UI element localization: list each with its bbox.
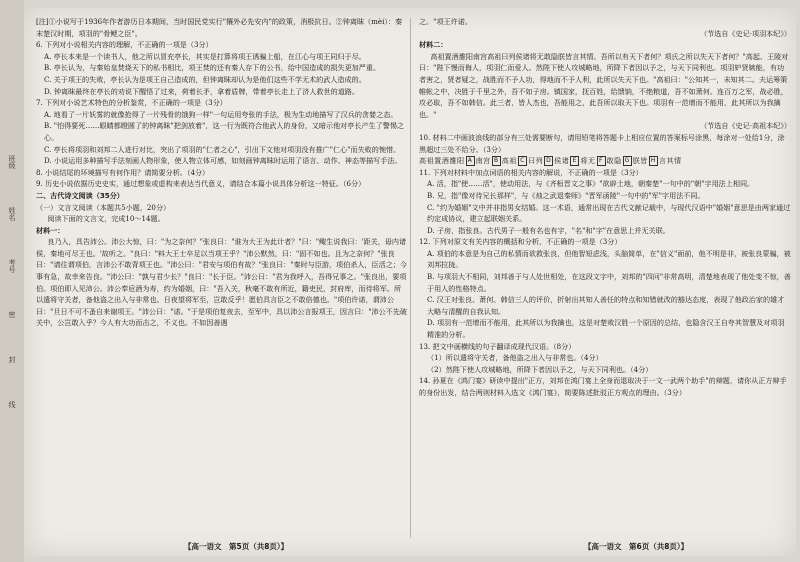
- binding-seal-1: 密: [8, 310, 16, 318]
- punct-seg: 高祖: [501, 156, 517, 166]
- subsection-heading: （一）文言文阅读（本题共5小题，20分）: [36, 202, 171, 212]
- question-11-option-d: D. 子房，指张良。古代男子一般有名也有字，"名"和"字"在意思上并无关联。: [427, 225, 670, 235]
- material-2-source: （节选自《史记·高祖本纪》）: [700, 121, 791, 131]
- question-7: 7. 下列对小说艺术特色的分析鉴赏，不正确的一项是（3分）: [36, 98, 227, 108]
- question-14: 14. 孙夏在《鸿门宴》研读中提出"正方，刘邦在鸿门宴上全身而退取决于一文一武两个助手"的辩题，请你从正方辩手的身份出发，结合两则材料入选文《鸿门宴》，简要陈述批驳正方观点的理由。（3分）: [419, 376, 787, 397]
- question-13-part-2: （2）然陛下使人攻城略地，所降下者因以予之，与天下同利也。（4分）: [427, 364, 653, 374]
- question-8: 8. 小说结尾的环境描写有何作用？请简要分析。（4分）: [36, 167, 210, 177]
- question-6-option-a: A. 亭长本来是一个读书人，他之所以冒充亭长，其实是打算将项王诱骗上船，在江心与项王同归于尽。: [44, 51, 366, 61]
- question-11-option-b: B. 兄，指"像对待兄长那样"，与《烛之武退秦师》"晋军函陵"一句中的"军"字用法不同。: [427, 190, 705, 200]
- section-2-heading: 二、古代诗文阅读（35分）: [36, 190, 124, 200]
- question-11-option-a: A. 活，指"使……活"，使动用法，与《齐桓晋文之事》"欲辟土地，朝秦楚"一句中的"朝"字用法上相同。: [427, 179, 755, 189]
- punctuation-row: [419, 155, 791, 167]
- answer-slot-b[interactable]: B: [492, 156, 501, 166]
- question-12: 12. 下列对原文有关内容的概括和分析，不正确的一项是（3分）: [419, 237, 622, 247]
- page-5-footer: 【高一语文 第5页（共8页）】: [184, 542, 289, 551]
- binding-seal-3: 线: [8, 400, 16, 408]
- question-6-option-d: D. 钟离眜最终在亭长的劝说下醒悟了过来，荷着长矛，拿着盾牌，带着亭长走上了济人救世的道路。: [44, 86, 359, 96]
- punct-prefix: 高祖置酒: [419, 156, 450, 166]
- question-13-part-1: （1）所以遣将守关者，备他盗之出入与非常也。（4分）: [427, 353, 603, 363]
- page-6-column: [419, 16, 791, 536]
- question-12-option-d: D. 项羽有一范增而不能用，此其所以为我擒也，这是对楚败汉胜一个原因的总结，也隐含汉王自夸其智慧及对项羽精准的分析。: [427, 318, 785, 340]
- answer-slot-e[interactable]: E: [570, 156, 579, 166]
- question-11-option-c: C. "约为婚姻"文中并非指男女结婚。这一术语，通常出现在古代文献记载中，与现代汉语中"婚姻"意思是由两家通过约定成协议，建立起联姻关系。: [427, 202, 791, 224]
- question-7-option-c: C. 亭长将项羽和刘邦二人进行对比，突出了项羽的"仁者之心"，引出下文他对项羽没有推广"仁心"而失败的惋惜。: [44, 144, 401, 154]
- question-11: 11. 下列对材料中加点词语的相关内容的解说，不正确的一项是（3分）: [419, 167, 643, 177]
- punct-seg: 侯诸: [554, 156, 570, 166]
- material-2-text: 高祖置酒雒阳南宫高祖曰列侯诸将无敢隐朕皆言其情。吾所以有天下者何？项氏之所以失天下者何？"高起、王陵对曰："陛下慢而侮人，项羽仁而爱人。然陛下使人攻城略地，所降下者因以予之，与天下同利也。项羽妒贤嫉能，有功者害之，贤者疑之，战胜而不予人功，得地而不予人利，此所以失天下也。"高祖曰："公知其一，未知其二。夫运筹策帷帐之中，决胜于千里之外，吾不如子房。镇国家，抚百姓，给馈饷，不绝粮道，吾不如萧何。连百万之军，战必胜，攻必取，吾不如韩信。此三者，皆人杰也，吾能用之，此吾所以取天下也。项羽有一范增而不能用，此其所以为我擒也。": [419, 51, 789, 119]
- story-note: [注]①小说写于1936年作者游历日本期间，当时国民党实行"攘外必先安内"的政策，消极抗日。②钟离眜（mèi）：秦末楚汉时期，项羽的"骨鲠之臣"。: [36, 17, 403, 38]
- question-7-option-a: A. 地看了一片妖雾的就像抢得了一片残骨的饿狗一样"一句运用夸张的手法，极为生动地描写了汉兵的贪婪之态。: [44, 109, 398, 119]
- answer-slot-a[interactable]: A: [466, 156, 475, 166]
- answer-slot-c[interactable]: C: [518, 156, 527, 166]
- question-12-option-a: A. 项伯的本意是为自己的私情而欲救张良，但他智短虑浅，头脑简单，在"信义"面前，他不明是非，被张良蒙骗，被刘邦拉拢。: [427, 248, 791, 270]
- punct-seg: 言其情: [658, 156, 682, 166]
- reading-instruction: 阅读下面的文言文，完成10～14题。: [47, 214, 165, 224]
- exam-sheet: [24, 8, 796, 556]
- punct-seg: 曰列: [527, 156, 544, 166]
- punct-seg: 敢隐: [606, 156, 622, 166]
- page-divider: [410, 18, 411, 538]
- page-5-column: [36, 16, 408, 536]
- question-6-option-b: B. 亭长认为，与秦始皇焚烧天下的私书相比，项王焚的还有秦人存下的公书，给中国造成的损失更加严重。: [44, 63, 381, 73]
- punct-seg: 南宫: [475, 156, 491, 166]
- material-1-end: 之。"项王许诺。: [419, 17, 472, 26]
- punct-seg: 雒阳: [449, 156, 465, 166]
- question-10: 10. 材料二中画波浪线的部分有三处需要断句，请用铅笔将答题卡上相应位置的答案标号涂黑，每涂对一处给1分，涂黑超过三处不给分。（3分）: [419, 132, 785, 154]
- material-1-source: （节选自《史记·项羽本纪》）: [700, 28, 791, 38]
- binding-margin: [0, 0, 24, 562]
- question-6: 6. 下列对小说相关内容的理解，不正确的一项是（3分）: [36, 40, 213, 50]
- answer-slot-d[interactable]: D: [546, 157, 552, 165]
- answer-slot-g[interactable]: G: [624, 157, 630, 165]
- punct-seg: 将无: [580, 156, 596, 166]
- question-9: 9. 历史小说依据历史史实，通过想象或虚构来表达当代意义，请结合本篇小说具体分析这一特征。（6分）: [36, 179, 366, 189]
- material-1-text: 良乃入，具告沛公。沛公大惊，曰："为之奈何？"张良曰："谁为大王为此计者？"曰："鲰生说我曰：'距关，毋内诸侯，秦地可尽王也。'故听之。"良曰："料大王士卒足以当项王乎？"沛公默然，曰："固不如也。且为之奈何？"张良曰："请往谓项伯，言沛公不敢背项王也。"沛公曰："君安与项伯有故？"张良曰："秦时与臣游，项伯杀人，臣活之；今事有急，故幸来告良。"沛公曰："孰与君少长？"良曰："长于臣。"沛公曰："君为我呼入，吾得兄事之。"张良出，要项伯。项伯即入见沛公。沛公奉卮酒为寿，约为婚姻，曰："吾入关，秋毫不敢有所近，籍吏民，封府库，而待将军。所以遣将守关者，备他盗之出入与非常也。日夜望将军至，岂敢反乎！愿伯具言臣之不敢倍德也。"项伯许诺，谓沛公曰："旦日不可不蚤自来谢项王。"沛公曰："诺。"于是项伯复夜去，至军中，具以沛公言报项王，因言曰："沛公不先破关中，公岂敢入乎？今人有大功而击之，不义也。不如因善遇: [36, 237, 407, 328]
- question-12-option-c: C. 汉王对张良、萧何、韩信三人的评价，折射出其知人善任的特点和知错就改的豁达态度，表现了他政治家的雄才大略与清醒的自我认知。: [427, 295, 785, 316]
- material-2-label: 材料二：: [419, 40, 448, 50]
- page-6-footer: 【高一语文 第6页（共8页）】: [584, 542, 689, 551]
- question-12-option-b: B. 与项羽大不相同，刘邦善于与人处世相处，在这段文字中，刘邦的"四问"非常高明，清楚地表现了他处变不惊，善于用人的性格特点。: [427, 272, 791, 293]
- binding-name-label: 姓名: [8, 206, 16, 221]
- question-13: 13. 把文中画横线的句子翻译成现代汉语。（8分）: [419, 341, 576, 351]
- punct-seg: 朕皆: [632, 156, 648, 166]
- question-6-option-c: C. 关于项王的失败，亭长认为是项王自己造成的，但钟离眜却认为是他们这些不学无术的武人造成的。: [44, 74, 366, 84]
- answer-slot-h[interactable]: H: [650, 157, 656, 165]
- binding-seal-2: 封: [8, 355, 16, 363]
- binding-number-label: 考号: [8, 258, 16, 273]
- question-7-option-d: D. 小说运用多种描写手法刻画人物形象，使人物立体可感，如刻画钟离眜时运用了语言、动作、神态等描写手法。: [44, 156, 402, 166]
- binding-class-label: 班级: [8, 154, 16, 169]
- question-7-option-b: B. "怕得要死……眼睛都瞪圆了的钟离眜"把剑放着"，这一行为既符合他武人的身份，又暗示他对亭长产生了警惕之心。: [44, 121, 405, 142]
- answer-slot-f[interactable]: F: [597, 156, 606, 166]
- material-1-label: 材料一：: [36, 225, 65, 235]
